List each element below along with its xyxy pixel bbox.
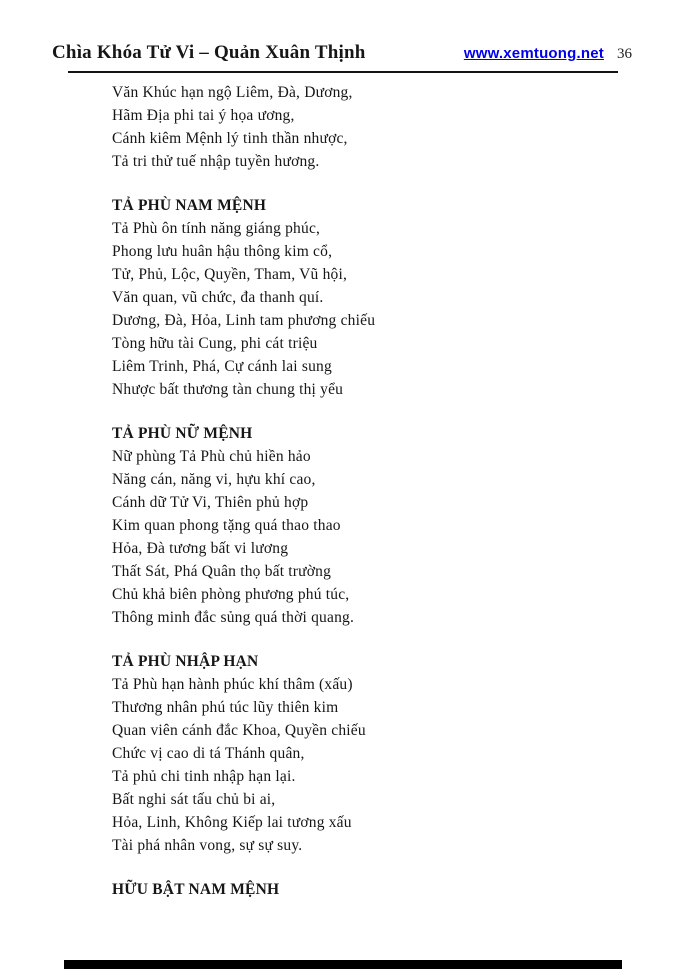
- section-heading: TẢ PHÙ NHẬP HẠN: [112, 653, 259, 670]
- page-bottom-edge: [64, 960, 622, 969]
- poem-line: Tả phủ chi tinh nhập hạn lại.: [112, 768, 296, 785]
- poem-section: [112, 878, 656, 901]
- poem-line: Tài phá nhân vong, sự sự suy.: [112, 837, 303, 854]
- poem-line: Cánh kiêm Mệnh lý tinh thần nhược,: [112, 130, 348, 147]
- poem-section: [112, 650, 656, 857]
- poem-line: Chức vị cao di tá Thánh quân,: [112, 745, 305, 762]
- poem-line: Thương nhân phú túc lũy thiên kim: [112, 699, 339, 716]
- poem-section: [112, 81, 656, 173]
- poem-line: Tử, Phủ, Lộc, Quyền, Tham, Vũ hội,: [112, 266, 348, 283]
- poem-line: Năng cán, năng vi, hựu khí cao,: [112, 471, 316, 488]
- header-divider: [68, 71, 618, 73]
- poem-line: Cánh dữ Tử Vi, Thiên phủ hợp: [112, 494, 309, 511]
- poem-section: [112, 194, 656, 401]
- poem-line: Tả tri thử tuế nhập tuyền hương.: [112, 153, 320, 170]
- header-right-group: [464, 45, 632, 63]
- poem-line: Hỏa, Linh, Không Kiếp lai tương xấu: [112, 814, 352, 831]
- poem-line: Tả Phù hạn hành phúc khí thâm (xấu): [112, 676, 353, 693]
- poem-line: Văn Khúc hạn ngộ Liêm, Đà, Dương,: [112, 84, 353, 101]
- document-title: Chìa Khóa Tử Vi – Quản Xuân Thịnh: [52, 42, 366, 63]
- poem-section: [112, 422, 656, 629]
- poem-line: Tòng hữu tài Cung, phi cát triệu: [112, 335, 318, 352]
- poem-line: Dương, Đà, Hỏa, Linh tam phương chiếu: [112, 312, 376, 329]
- poem-line: Kim quan phong tặng quá thao thao: [112, 517, 341, 534]
- poem-line: Chủ khả biên phòng phương phú túc,: [112, 586, 350, 603]
- section-heading: TẢ PHÙ NỮ MỆNH: [112, 425, 253, 442]
- page-number: 36: [617, 46, 632, 62]
- poem-line: Liêm Trinh, Phá, Cự cánh lai sung: [112, 358, 332, 375]
- poem-line: Bất nghi sát tấu chủ bi ai,: [112, 791, 276, 808]
- poem-line: Văn quan, vũ chức, đa thanh quí.: [112, 289, 324, 306]
- page-header: [52, 42, 632, 64]
- poem-line: Hỏa, Đà tương bất vi lương: [112, 540, 289, 557]
- website-link[interactable]: www.xemtuong.net: [463, 45, 604, 62]
- poem-line: Thất Sát, Phá Quân thọ bất trường: [112, 563, 332, 580]
- poem-line: Phong lưu huân hậu thông kim cổ,: [112, 243, 333, 260]
- poem-line: Nhược bất thương tàn chung thị yểu: [112, 381, 344, 398]
- poem-sections: [112, 81, 656, 901]
- poem-line: Tả Phù ôn tính năng giáng phúc,: [112, 220, 321, 237]
- poem-line: Hãm Địa phi tai ý họa ương,: [112, 107, 295, 124]
- poem-line: Nữ phùng Tả Phù chủ hiền hảo: [112, 448, 311, 465]
- poem-line: Quan viên cánh đắc Khoa, Quyền chiếu: [112, 722, 366, 739]
- section-heading: TẢ PHÙ NAM MỆNH: [112, 197, 267, 214]
- poem-line: Thông minh đắc sủng quá thời quang.: [112, 609, 355, 626]
- section-heading: HỮU BẬT NAM MỆNH: [112, 881, 280, 898]
